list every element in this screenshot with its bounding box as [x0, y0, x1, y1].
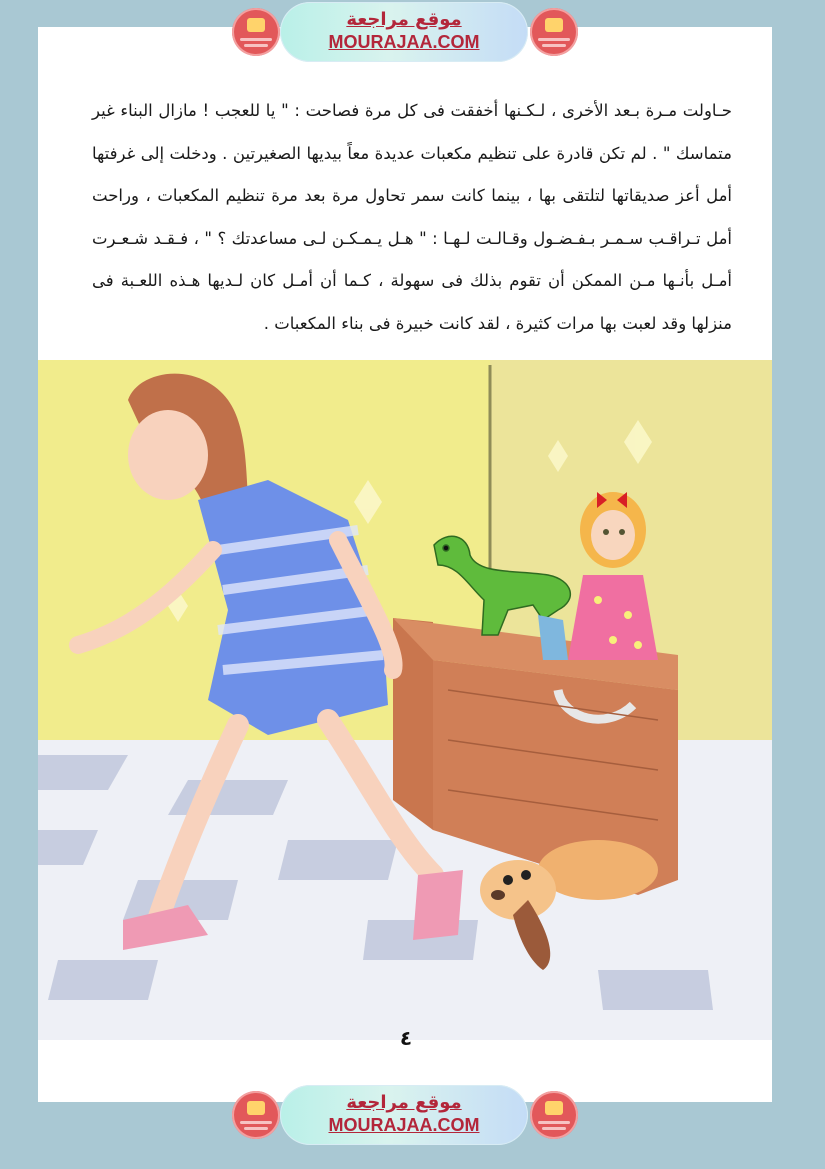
site-name-arabic: موقع مراجعة: [346, 9, 462, 30]
site-name-latin: MOURAJAA.COM: [328, 32, 480, 52]
site-link-top[interactable]: [280, 2, 528, 62]
site-link-bottom[interactable]: [280, 1085, 528, 1145]
site-banner-bottom[interactable]: [232, 1083, 578, 1147]
mourajaa-logo-icon: [530, 1091, 578, 1139]
site-name-latin: MOURAJAA.COM: [328, 1115, 480, 1135]
story-illustration: [38, 360, 772, 1040]
site-banner-top[interactable]: [232, 0, 578, 64]
story-text: [92, 90, 732, 345]
page-number: ٤: [399, 1026, 413, 1050]
story-paragraph: حـاولت مـرة بـعد الأخرى ، لـكـنها أخفقت فى كل مرة فصاحت : " يا للعجب ! مازال البناء غير متماسك " . لم تكن قادرة على تنظيم مكعبات عديدة معاً بيديها الصغيرتين . ودخلت إلى غرفتها أمل أعز صديقاتها لتلتقى بها ، بينما كانت سمر تحاول مرة بعد مرة تنظيم المكعبات ، وراحت أمل تـراقـب سـمـر بـفـضـول وقـالـت لـهـا : " هـل يـمـكـن لـى مساعدتك ؟ " ، فـقـد شـعـرت أمـل بأنـها مـن الممكن أن تقوم بذلك فى سهولة ، كـما أن أمـل كان لـديها هـذه اللعـبة فى منزلها وقد لعبت بها مرات كثيرة ، لقد كانت خبيرة فى بناء المكعبات .: [92, 101, 732, 333]
site-name-arabic: موقع مراجعة: [346, 1092, 462, 1113]
mourajaa-logo-icon: [232, 8, 280, 56]
mourajaa-logo-icon: [530, 8, 578, 56]
mourajaa-logo-icon: [232, 1091, 280, 1139]
